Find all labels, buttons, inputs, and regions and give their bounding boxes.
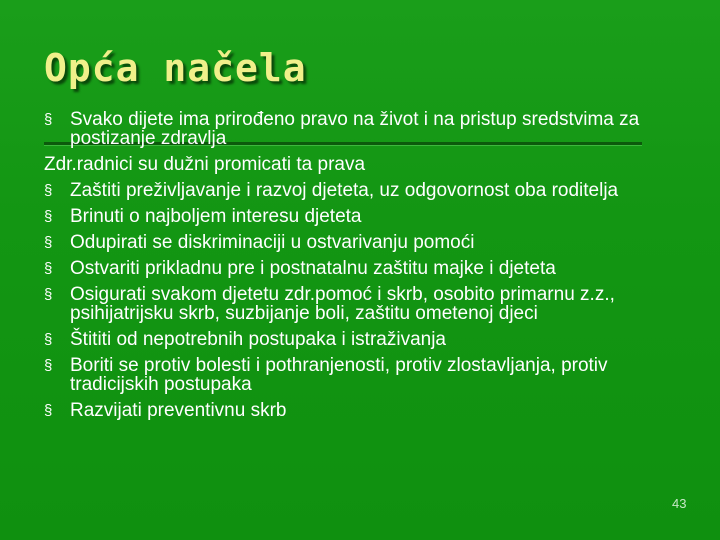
slide-title: Opća načela bbox=[44, 46, 307, 90]
list-item bbox=[44, 110, 694, 148]
list-item-text: Razvijati preventivnu skrb bbox=[70, 400, 287, 421]
list-item-text: Brinuti o najboljem interesu djeteta bbox=[70, 206, 362, 227]
list-item bbox=[44, 181, 694, 200]
list-item-text: Odupirati se diskriminaciji u ostvarivanju pomoći bbox=[70, 232, 475, 253]
page-number: 43 bbox=[672, 496, 687, 511]
bullet-icon: § bbox=[44, 286, 53, 303]
list-item-text: Štititi od nepotrebnih postupaka i istraživanja bbox=[70, 329, 447, 350]
list-item bbox=[44, 330, 694, 349]
bullet-list bbox=[44, 110, 694, 427]
list-item bbox=[44, 155, 694, 174]
list-item bbox=[44, 259, 694, 278]
bullet-icon: § bbox=[44, 208, 53, 225]
list-item bbox=[44, 356, 694, 394]
list-item-text: Osigurati svakom djetetu zdr.pomoć i skrb, osobito primarnu z.z., psihijatrijsku skrb, suzbijanje boli, zaštitu ometenoj djeci bbox=[70, 284, 615, 324]
bullet-icon: § bbox=[44, 402, 53, 419]
bullet-icon: § bbox=[44, 260, 53, 277]
list-item-text: Svako dijete ima prirođeno pravo na život i na pristup sredstvima za postizanje zdravlja bbox=[70, 109, 640, 149]
list-item-text: Boriti se protiv bolesti i pothranjenosti, protiv zlostavljanja, protiv tradicijskih postupaka bbox=[70, 355, 608, 395]
bullet-icon: § bbox=[44, 331, 53, 348]
list-item-text: Zdr.radnici su dužni promicati ta prava bbox=[44, 154, 366, 175]
bullet-icon: § bbox=[44, 182, 53, 199]
bullet-icon: § bbox=[44, 357, 53, 374]
bullet-icon: § bbox=[44, 111, 53, 128]
list-item bbox=[44, 401, 694, 420]
list-item-text: Ostvariti prikladnu pre i postnatalnu zaštitu majke i djeteta bbox=[70, 258, 556, 279]
list-item bbox=[44, 285, 694, 323]
list-item bbox=[44, 207, 694, 226]
bullet-icon: § bbox=[44, 234, 53, 251]
list-item bbox=[44, 233, 694, 252]
list-item-text: Zaštiti preživljavanje i razvoj djeteta, uz odgovornost oba roditelja bbox=[70, 180, 619, 201]
